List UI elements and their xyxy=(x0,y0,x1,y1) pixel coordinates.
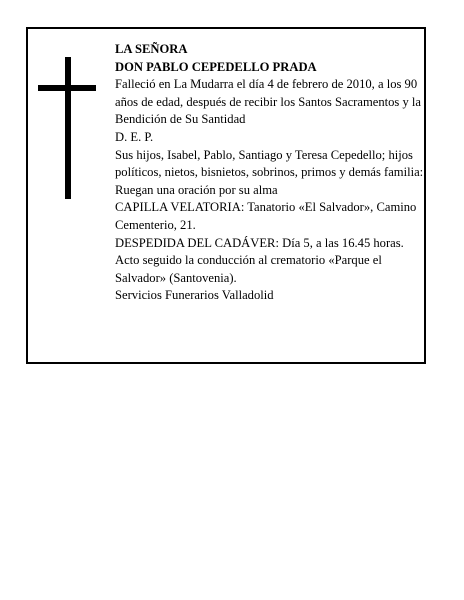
farewell-info: DESPEDIDA DEL CADÁVER: Día 5, a las 16.45 horas. Acto seguido la conducción al crematorio «Parque el Salvador» (Santovenia). xyxy=(115,235,404,285)
obituary-notice xyxy=(26,27,426,364)
chapel-info: CAPILLA VELATORIA: Tanatorio «El Salvador», Camino Cementerio, 21. xyxy=(115,200,417,232)
deceased-name: DON PABLO CEPEDELLO PRADA xyxy=(115,59,317,74)
dep-line: D. E. P. xyxy=(115,129,154,144)
funeral-services: Servicios Funerarios Valladolid xyxy=(115,288,274,303)
family-list: Sus hijos, Isabel, Pablo, Santiago y Teresa Cepedello; hijos políticos, nietos, bisnietos, sobrinos, primos y demás familia: xyxy=(115,147,424,180)
notice-text xyxy=(115,41,427,305)
cross-vertical-bar xyxy=(65,57,71,199)
heading-line-1: LA SEÑORA xyxy=(115,42,188,56)
death-announcement: Falleció en La Mudarra el día 4 de febrero de 2010, a los 90 años de edad, después de recibir los Santos Sacramentos y la Bendición de Su Santidad xyxy=(115,77,422,127)
cross-horizontal-bar xyxy=(38,85,96,91)
prayer-request: Ruegan una oración por su alma xyxy=(115,182,278,197)
